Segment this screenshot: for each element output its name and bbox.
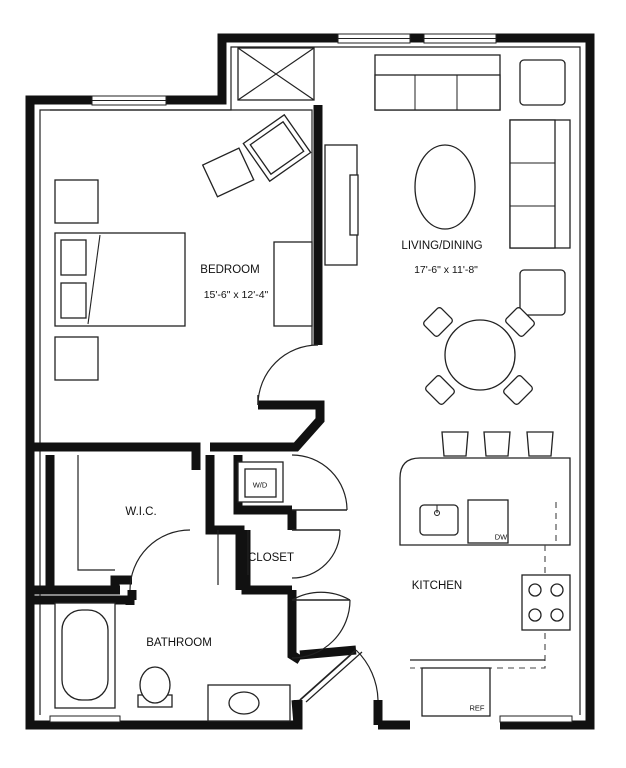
room-dimensions-living-dining: 17'-6" x 11'-8" <box>414 264 478 276</box>
room-label-bedroom: BEDROOM <box>200 264 260 276</box>
nightstand <box>55 180 98 223</box>
room-label-kitchen: KITCHEN <box>411 580 463 592</box>
chair <box>203 148 254 197</box>
dresser <box>274 242 312 326</box>
bathroom-fixtures <box>55 603 290 721</box>
pillow <box>61 283 86 318</box>
nightstand <box>55 337 98 380</box>
label-dishwasher: DW <box>494 532 508 542</box>
sink <box>420 505 458 535</box>
bedroom-furniture <box>55 115 312 380</box>
room-label-bathroom: BATHROOM <box>146 637 212 649</box>
stools <box>442 432 553 456</box>
pillow <box>61 240 86 275</box>
toilet <box>138 667 172 707</box>
coffee-table <box>415 145 475 229</box>
exterior-wall-bottom-right <box>378 700 410 725</box>
side-table <box>520 270 565 315</box>
sofa-top <box>375 55 500 110</box>
armchair <box>243 115 310 181</box>
range <box>522 575 570 630</box>
side-table <box>520 60 565 105</box>
label-refrigerator: REF <box>469 703 485 713</box>
utility-fixtures <box>78 455 283 585</box>
mechanical-chase <box>238 48 314 100</box>
room-label-closet: CLOSET <box>247 552 295 564</box>
room-dimensions-bedroom: 15'-6" x 12'-4" <box>203 289 269 301</box>
living-furniture <box>325 55 570 406</box>
room-label-living-dining: LIVING/DINING <box>401 240 483 252</box>
kitchen-fixtures <box>400 432 570 716</box>
label-washer-dryer: W/D <box>252 480 268 490</box>
dining-table <box>445 320 515 390</box>
sofa-right <box>510 120 570 248</box>
room-label-wic: W.I.C. <box>125 506 157 518</box>
